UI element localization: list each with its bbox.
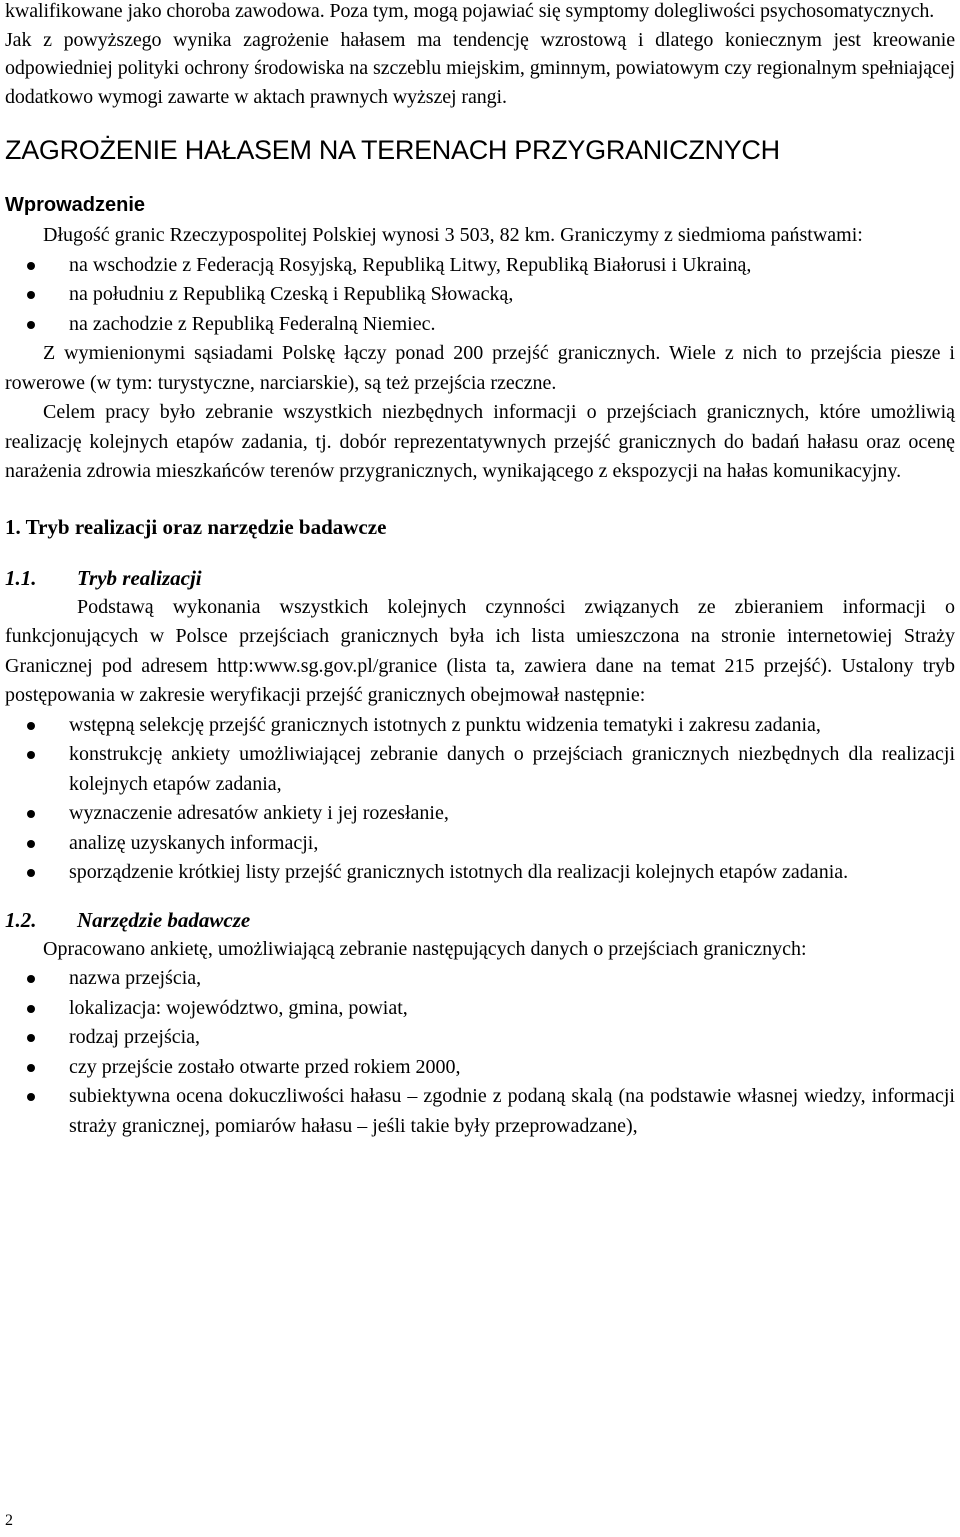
list-item: wyznaczenie adresatów ankiety i jej rozesłanie, bbox=[5, 799, 955, 829]
section-1-heading: 1. Tryb realizacji oraz narzędzie badawcze bbox=[5, 514, 387, 539]
list-item: rodzaj przejścia, bbox=[5, 1023, 955, 1053]
borders-paragraph-2: Z wymienionymi sąsiadami Polskę łączy ponad 200 przejść granicznych. Wiele z nich to przejścia piesze i rowerowe (w tym: turystyczne, narciarskie), są też przejścia rzeczne. bbox=[5, 342, 955, 394]
list-item: lokalizacja: województwo, gmina, powiat, bbox=[5, 994, 955, 1024]
list-item: subiektywna ocena dokuczliwości hałasu – zgodnie z podaną skalą (na podstawie własnej wiedzy, informacji straży granicznej, pomiarów hałasu – jeśli takie były przeprowadzane), bbox=[5, 1082, 955, 1141]
list-item: analizę uzyskanych informacji, bbox=[5, 829, 955, 859]
list-item: na wschodzie z Federacją Rosyjską, Republiką Litwy, Republiką Białorusi i Ukrainą, bbox=[5, 251, 955, 281]
list-item: sporządzenie krótkiej listy przejść granicznych istotnych dla realizacji kolejnych etapów zadania. bbox=[5, 858, 955, 888]
intro-paragraph-1: kwalifikowane jako choroba zawodowa. Poza tym, mogą pojawiać się symptomy dolegliwości psychosomatycznych. bbox=[5, 0, 935, 22]
section-1-1-paragraph: Podstawą wykonania wszystkich kolejnych czynności związanych ze zbieraniem informacji o funkcjonujących w Polsce przejściach granicznych była ich lista umieszczona na stronie internetowiej Straży Granicznej pod adresem http:www.sg.gov.pl/granice (lista ta, zawiera dane na temat 215 przejść). Ustalony tryb postępowania w zakresie weryfikacji przejść granicznych obejmował następnie: bbox=[5, 595, 955, 706]
section-1-2-number: 1.2. bbox=[5, 907, 37, 932]
section-1-2-title: Narzędzie badawcze bbox=[77, 907, 251, 932]
procedure-list bbox=[5, 711, 955, 888]
list-item: nazwa przejścia, bbox=[5, 964, 955, 994]
page-number: 2 bbox=[5, 1512, 13, 1529]
survey-fields-list bbox=[5, 964, 955, 1141]
section-1-2-heading bbox=[5, 908, 955, 933]
section-1-1-heading bbox=[5, 566, 955, 591]
intro-heading: Wprowadzenie bbox=[5, 194, 146, 216]
list-item: na zachodzie z Republiką Federalną Niemiec. bbox=[5, 310, 955, 340]
section-1-1-title: Tryb realizacji bbox=[77, 565, 202, 590]
intro-paragraph-2: Jak z powyższego wynika zagrożenie hałasem ma tendencję wzrostową i dlatego koniecznym jest kreowanie odpowiedniej polityki ochrony środowiska na szczeblu miejskim, gminnym, powiatowym czy regionalnym spełniającej dodatkowo wymogi zawarte w aktach prawnych wyższej rangi. bbox=[5, 28, 955, 108]
main-title: ZAGROŻENIE HAŁASEM NA TERENACH PRZYGRANICZNYCH bbox=[5, 135, 780, 165]
borders-paragraph-3: Celem pracy było zebranie wszystkich niezbędnych informacji o przejściach granicznych, które umożliwią realizację kolejnych etapów zadania, tj. dobór reprezentatywnych przejść granicznych do badań hałasu oraz ocenę narażenia zdrowia mieszkańców terenów przygranicznych, wynikającego z ekspozycji na hałas komunikacyjny. bbox=[5, 401, 955, 482]
list-item: na południu z Republiką Czeską i Republiką Słowacką, bbox=[5, 280, 955, 310]
neighbours-list bbox=[5, 251, 955, 340]
list-item: wstępną selekcję przejść granicznych istotnych z punktu widzenia tematyki i zakresu zadania, bbox=[5, 711, 955, 741]
borders-paragraph-1: Długość granic Rzeczypospolitej Polskiej wynosi 3 503, 82 km. Graniczymy z siedmioma państwami: bbox=[43, 224, 863, 246]
list-item: czy przejście zostało otwarte przed rokiem 2000, bbox=[5, 1053, 955, 1083]
list-item: konstrukcję ankiety umożliwiającej zebranie danych o przejściach granicznych niezbędnych dla realizacji kolejnych etapów zadania, bbox=[5, 740, 955, 799]
section-1-2-paragraph: Opracowano ankietę, umożliwiającą zebranie następujących danych o przejściach granicznych: bbox=[43, 937, 807, 960]
document-page bbox=[5, 0, 955, 1141]
section-1-1-number: 1.1. bbox=[5, 565, 37, 590]
